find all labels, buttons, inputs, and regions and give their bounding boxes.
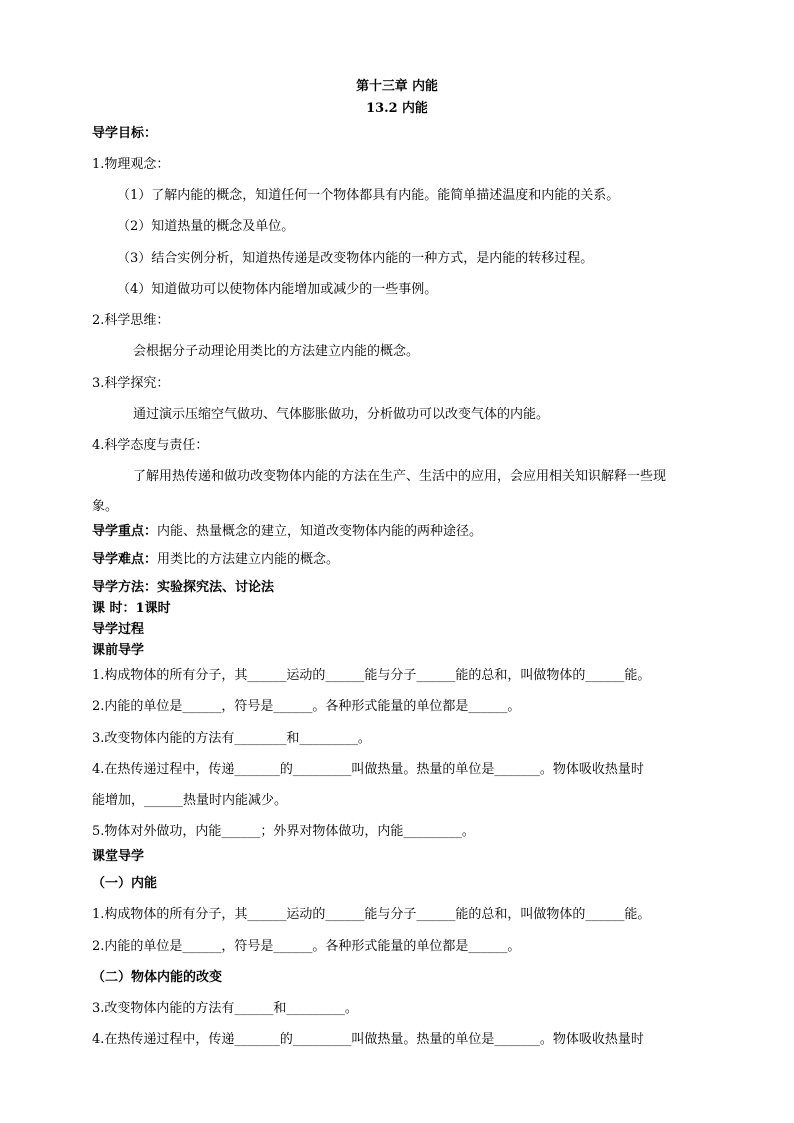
objective-1-heading: 1.物理观念： [92, 157, 170, 172]
pre-class-question-continued: 能增加，______热量时内能减少。 [92, 793, 288, 808]
in-class-heading: 课堂导学 [92, 849, 145, 864]
objectives-heading: 导学目标： [92, 126, 158, 141]
key-point-row [92, 524, 482, 540]
pre-class-question: 4.在热传递过程中，传递_______的_________叫做热量。热量的单位是_______。物体吸收热量时 [92, 762, 644, 777]
pre-class-question: 5.物体对外做功，内能______；外界对物体做功，内能_________。 [92, 824, 475, 839]
part-1-heading: （一）内能 [92, 876, 158, 891]
period-text: 1课时 [135, 601, 171, 616]
in-class-question: 1.构成物体的所有分子，其______运动的______能与分子______能的总和，叫做物体的______能。 [92, 907, 651, 922]
process-heading: 导学过程 [92, 622, 145, 637]
objective-3-heading: 3.科学探究： [92, 376, 170, 391]
period-row [92, 601, 171, 617]
in-class-question: 3.改变物体内能的方法有______和_________。 [92, 1001, 358, 1016]
chapter-title: 第十三章 内能 [356, 79, 438, 94]
difficulty-row [92, 552, 339, 568]
period-label: 课 时： [92, 601, 136, 616]
pre-class-heading: 课前导学 [92, 643, 145, 658]
in-class-question: 4.在热传递过程中，传递_______的_________叫做热量。热量的单位是_______。物体吸收热量时 [92, 1032, 644, 1047]
pre-class-question: 3.改变物体内能的方法有________和_________。 [92, 731, 371, 746]
objective-1-point: （2）知道热量的概念及单位。 [117, 219, 295, 234]
objective-1-point: （4）知道做功可以使物体内能增加或减少的一些事例。 [117, 282, 438, 297]
difficulty-text: 用类比的方法建立内能的概念。 [157, 552, 340, 567]
difficulty-label: 导学难点： [92, 552, 158, 567]
objective-4-text-continued: 象。 [92, 499, 119, 514]
objective-4-text: 了解用热传递和做功改变物体内能的方法在生产、生活中的应用，会应用相关知识解释一些现 [133, 469, 667, 484]
key-point-text: 内能、热量概念的建立，知道改变物体内能的两种途径。 [157, 524, 483, 539]
objective-2-heading: 2.科学思维： [92, 313, 170, 328]
objective-2-text: 会根据分子动理论用类比的方法建立内能的概念。 [133, 344, 420, 359]
pre-class-question: 2.内能的单位是______，符号是______。各种形式能量的单位都是______。 [92, 699, 521, 714]
objective-3-text: 通过演示压缩空气做功、气体膨胀做功，分析做功可以改变气体的内能。 [133, 407, 550, 422]
key-point-label: 导学重点： [92, 524, 158, 539]
part-2-heading: （二）物体内能的改变 [92, 970, 223, 985]
objective-4-heading: 4.科学态度与责任： [92, 438, 209, 453]
pre-class-question: 1.构成物体的所有分子，其______运动的______能与分子______能的总和，叫做物体的______能。 [92, 668, 651, 683]
objective-1-point: （3）结合实例分析，知道热传递是改变物体内能的一种方式，是内能的转移过程。 [117, 251, 594, 266]
method-text: 实验探究法、讨论法 [157, 580, 275, 595]
method-row [92, 580, 274, 596]
section-title: 13.2 内能 [366, 101, 428, 116]
objective-1-point: （1）了解内能的概念，知道任何一个物体都具有内能。能简单描述温度和内能的关系。 [117, 188, 620, 203]
method-label: 导学方法： [92, 580, 158, 595]
in-class-question: 2.内能的单位是______，符号是______。各种形式能量的单位都是______。 [92, 939, 521, 954]
